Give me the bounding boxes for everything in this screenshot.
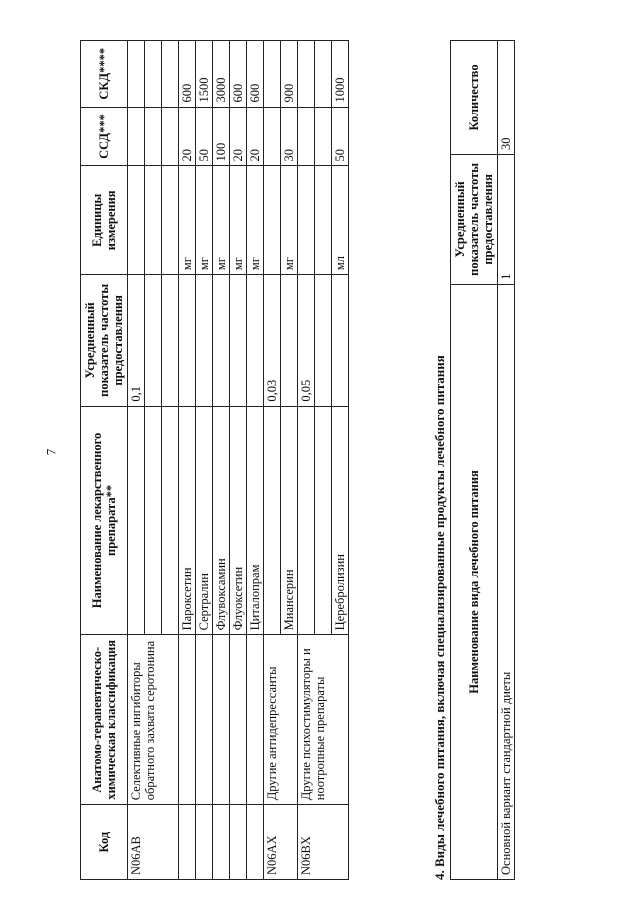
- nutrition-table: [450, 40, 515, 880]
- drug-unit: [128, 166, 145, 275]
- drug-freq: [281, 275, 298, 406]
- drug-skd: [145, 41, 162, 108]
- drug-name: Миансерин: [281, 406, 298, 635]
- drug-ssd: 50: [332, 107, 349, 166]
- drug-ssd: 100: [213, 107, 230, 166]
- drug-unit: мг: [179, 166, 196, 275]
- drug-name: [298, 406, 315, 635]
- group-atc-cont: [247, 635, 264, 805]
- drug-skd: 600: [179, 41, 196, 108]
- drug-unit: мг: [196, 166, 213, 275]
- drug-skd: [128, 41, 145, 108]
- nutrition-heading: 4. Виды лечебного питания, включая специализированные продукты лечебного питания: [432, 355, 447, 880]
- drug-name: [315, 406, 332, 635]
- group-code-cont: [213, 805, 230, 880]
- drug-unit: [162, 166, 179, 275]
- drug-unit: мл: [332, 166, 349, 275]
- drug-ssd: 30: [281, 107, 298, 166]
- drug-unit: [145, 166, 162, 275]
- group-code-cont: [196, 805, 213, 880]
- nutrition-name: Основной вариант стандартной диеты: [498, 284, 515, 879]
- group-code-cont: [230, 805, 247, 880]
- group-atc-cont: [230, 635, 247, 805]
- header-code: Код: [81, 805, 128, 880]
- group-code: N06AX: [264, 805, 298, 880]
- drug-ssd: [128, 107, 145, 166]
- drug-skd: 900: [281, 41, 298, 108]
- table-row: [179, 41, 196, 880]
- drug-table: [80, 40, 349, 880]
- table-row: [213, 41, 230, 880]
- header-nutrition-freq: Усредненный показатель частоты предоставления: [451, 154, 498, 284]
- drug-skd: 3000: [213, 41, 230, 108]
- header-unit: Единицы измерения: [81, 166, 128, 275]
- header-nutrition-name: Наименование вида лечебного питания: [451, 284, 498, 879]
- drug-unit: [298, 166, 315, 275]
- drug-unit: [315, 166, 332, 275]
- group-code: N06BX: [298, 805, 349, 880]
- table-row: [498, 41, 515, 880]
- group-freq: 0,03: [264, 275, 281, 406]
- group-freq: 0,05: [298, 275, 315, 406]
- drug-name: Флуоксетин: [230, 406, 247, 635]
- drug-table-header-row: [81, 41, 128, 880]
- drug-freq: [162, 275, 179, 406]
- drug-freq: [315, 275, 332, 406]
- drug-ssd: 20: [247, 107, 264, 166]
- drug-name: Циталопрам: [247, 406, 264, 635]
- drug-freq: [332, 275, 349, 406]
- drug-name: Церебролизин: [332, 406, 349, 635]
- drug-skd: [264, 41, 281, 108]
- group-code: N06AB: [128, 805, 179, 880]
- rotated-page-content: [80, 40, 590, 880]
- drug-name: [162, 406, 179, 635]
- group-code-cont: [179, 805, 196, 880]
- drug-unit: мг: [247, 166, 264, 275]
- table-row: [230, 41, 247, 880]
- drug-ssd: [145, 107, 162, 166]
- nutrition-freq: 1: [498, 154, 515, 284]
- header-atc: Анатомо-терапевтическо-химическая классификация: [81, 635, 128, 805]
- header-ssd: ССД***: [81, 107, 128, 166]
- drug-name: Пароксетин: [179, 406, 196, 635]
- drug-name: [264, 406, 281, 635]
- drug-ssd: 20: [179, 107, 196, 166]
- nutrition-header-row: [451, 41, 498, 880]
- drug-freq: [230, 275, 247, 406]
- table-row: [298, 41, 315, 880]
- table-row: [196, 41, 213, 880]
- page-number: 7: [43, 448, 59, 456]
- drug-unit: мг: [281, 166, 298, 275]
- drug-ssd: [298, 107, 315, 166]
- table-row: [264, 41, 281, 880]
- group-code-cont: [247, 805, 264, 880]
- drug-skd: 1000: [332, 41, 349, 108]
- drug-freq: [145, 275, 162, 406]
- drug-skd: [315, 41, 332, 108]
- header-nutrition-qty: Количество: [451, 41, 498, 155]
- header-freq: Усредненный показатель частоты предоставления: [81, 275, 128, 406]
- drug-freq: [196, 275, 213, 406]
- drug-name: [145, 406, 162, 635]
- group-atc: Селективные ингибиторы обратного захвата серотонина: [128, 635, 179, 805]
- drug-skd: 600: [230, 41, 247, 108]
- drug-unit: [264, 166, 281, 275]
- drug-skd: [298, 41, 315, 108]
- drug-name: Сертралин: [196, 406, 213, 635]
- drug-skd: 600: [247, 41, 264, 108]
- drug-name: Флувоксамин: [213, 406, 230, 635]
- drug-ssd: 50: [196, 107, 213, 166]
- drug-name: [128, 406, 145, 635]
- header-drug: Наименование лекарственного препарата**: [81, 406, 128, 635]
- group-freq: 0,1: [128, 275, 145, 406]
- drug-unit: мг: [213, 166, 230, 275]
- drug-skd: [162, 41, 179, 108]
- drug-skd: 1500: [196, 41, 213, 108]
- table-row: [247, 41, 264, 880]
- drug-ssd: [264, 107, 281, 166]
- drug-ssd: [162, 107, 179, 166]
- nutrition-qty: 30: [498, 41, 515, 155]
- group-atc: Другие антидепрессанты: [264, 635, 298, 805]
- group-atc-cont: [196, 635, 213, 805]
- table-row: [128, 41, 145, 880]
- group-atc-cont: [213, 635, 230, 805]
- group-atc-cont: [179, 635, 196, 805]
- drug-unit: мг: [230, 166, 247, 275]
- header-skd: СКД****: [81, 41, 128, 108]
- drug-freq: [213, 275, 230, 406]
- drug-freq: [179, 275, 196, 406]
- group-atc: Другие психостимуляторы и ноотропные препараты: [298, 635, 349, 805]
- drug-ssd: [315, 107, 332, 166]
- drug-freq: [247, 275, 264, 406]
- drug-ssd: 20: [230, 107, 247, 166]
